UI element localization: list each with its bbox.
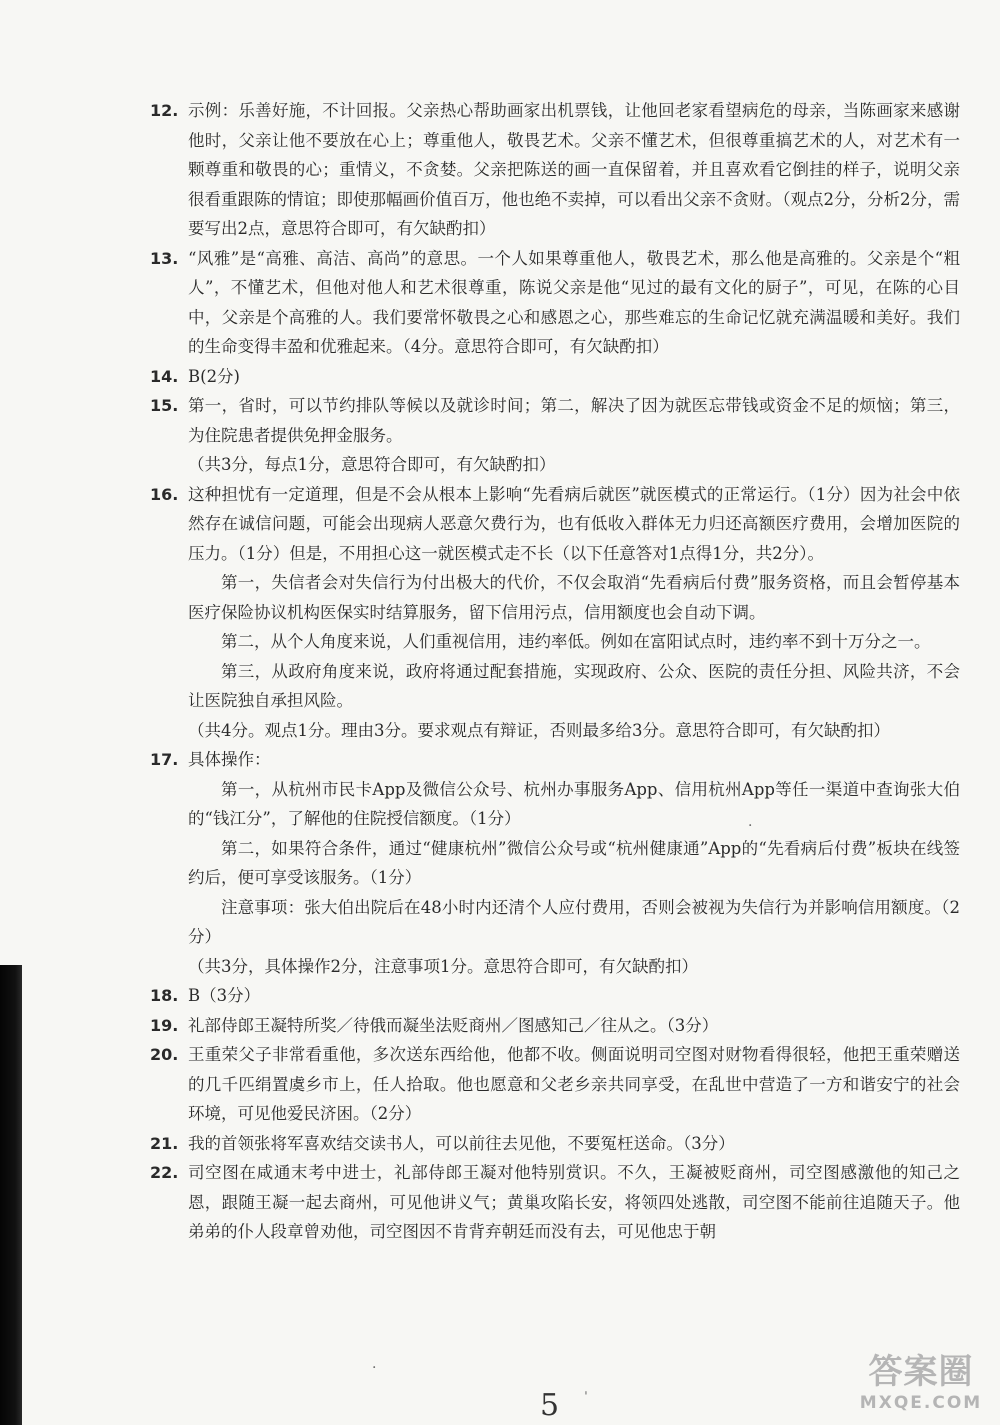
answer-paragraph: 第二，如果符合条件，通过“健康杭州”微信公众号或“杭州健康通”App的“先看病后付费”板块在线签约后，便可享受该服务。（1分） (188, 838, 960, 887)
answer-number: 18. (150, 986, 179, 1005)
answer-paragraph: “风雅”是“高雅、高洁、高尚”的意思。一个人如果尊重他人，敬畏艺术，那么他是高雅的。父亲是个“粗人”，不懂艺术，但他对他人和艺术很尊重，陈说父亲是他“见过的最有文化的厨子”，可见，在陈的心目中，父亲是个高雅的人。我们要常怀敬畏之心和感恩之心，那些难忘的生命记忆就充满温暖和美好。我们的生命变得丰盈和优雅起来。（4分。意思符合即可，有欠缺酌扣） (188, 248, 960, 356)
answer-number: 20. (150, 1045, 179, 1064)
answer-item (150, 391, 960, 480)
answer-paragraph: 这种担忧有一定道理，但是不会从根本上影响“先看病后就医”就医模式的正常运行。（1分）因为社会中依然存在诚信问题，可能会出现病人恶意欠费行为，也有低收入群体无力归还高额医疗费用，会增加医院的压力。（1分）但是，不用担心这一就医模式走不长（以下任意答对1点得1分，共2分）。 (188, 484, 960, 563)
answer-number: 14. (150, 366, 179, 386)
answer-paragraph: （共3分，每点1分，意思符合即可，有欠缺酌扣） (188, 455, 556, 474)
answer-number: 21. (150, 1133, 179, 1153)
answer-paragraph: B（3分） (188, 986, 261, 1005)
answer-item (150, 981, 960, 1011)
answer-number: 16. (150, 484, 179, 504)
answer-item (150, 1158, 960, 1247)
answer-number: 15. (150, 396, 179, 415)
answer-paragraph: 第一，从杭州市民卡App及微信公众号、杭州办事服务App、信用杭州App等任一渠道中查询张大伯的“钱江分”，了解他的住院授信额度。（1分） (188, 779, 960, 828)
scan-speck: · (748, 818, 753, 834)
answer-item (150, 1040, 960, 1129)
scan-edge-shadow (0, 965, 22, 1425)
scan-speck: · (372, 1360, 377, 1376)
answer-paragraph: （共3分，具体操作2分，注意事项1分。意思符合即可，有欠缺酌扣） (188, 956, 698, 976)
answer-paragraph: B(2分) (188, 366, 240, 386)
scan-speck: ˈ (584, 1390, 588, 1406)
answer-paragraph: 司空图在咸通末考中进士，礼部侍郎王凝对他特别赏识。不久，王凝被贬商州，司空图感激他的知己之恩，跟随王凝一起去商州，可见他讲义气；黄巢攻陷长安，将领四处逃散，司空图不能前往追随天子。他弟弟的仆人段章曾劝他，司空图因不肯背弃朝廷而没有去，可见他忠于朝 (188, 1163, 960, 1241)
answer-number: 19. (150, 1015, 179, 1035)
answer-paragraph: 王重荣父子非常看重他，多次送东西给他，他都不收。侧面说明司空图对财物看得很轻，他把王重荣赠送的几千匹绢置虞乡市上，任人拾取。他也愿意和父老乡亲共同享受，在乱世中营造了一方和谐安宁的社会环境，可见他爱民济困。（2分） (188, 1045, 960, 1123)
answer-item (150, 244, 960, 362)
answer-paragraph: 第二，从个人角度来说，人们重视信用，违约率低。例如在富阳试点时，违约率不到十万分之一。 (221, 632, 931, 651)
answer-paragraph: （共4分。观点1分。理由3分。要求观点有辩证，否则最多给3分。意思符合即可，有欠缺酌扣） (188, 720, 890, 740)
answer-paragraph: 示例：乐善好施，不计回报。父亲热心帮助画家出机票钱，让他回老家看望病危的母亲，当陈画家来感谢他时，父亲让他不要放在心上；尊重他人，敬畏艺术。父亲不懂艺术，但很尊重搞艺术的人，对艺术有一颗尊重和敬畏的心；重情义，不贪婪。父亲把陈送的画一直保留着，并且喜欢看它倒挂的样子，说明父亲很看重跟陈的情谊；即使那幅画价值百万，他也绝不卖掉，可以看出父亲不贪财。（观点2分，分析2分，需要写出2点，意思符合即可，有欠缺酌扣） (188, 101, 960, 238)
watermark-main-text: 答案圈 (868, 1352, 974, 1392)
answer-list (150, 96, 960, 1247)
answer-number: 12. (150, 101, 179, 120)
answer-number: 13. (150, 248, 179, 268)
answer-item (150, 480, 960, 746)
answer-paragraph: 礼部侍郎王凝特所奖／待俄而凝坐法贬商州／图感知己／往从之。（3分） (188, 1015, 719, 1035)
answer-paragraph: 第三，从政府角度来说，政府将通过配套措施，实现政府、公众、医院的责任分担、风险共济，不会让医院独自承担风险。 (188, 661, 960, 710)
answer-paragraph: 注意事项：张大伯出院后在48小时内还清个人应付费用，否则会被视为失信行为并影响信用额度。（2分） (188, 897, 960, 946)
answer-paragraph: 第一，省时，可以节约排队等候以及就诊时间；第二，解决了因为就医忘带钱或资金不足的烦恼；第三，为住院患者提供免押金服务。 (188, 396, 960, 445)
answer-number: 22. (150, 1163, 179, 1182)
answer-item (150, 96, 960, 244)
site-watermark-logo (856, 1352, 986, 1418)
answer-paragraph: 具体操作： (188, 750, 271, 769)
answer-item (150, 362, 960, 392)
answer-item (150, 1011, 960, 1041)
answer-item (150, 745, 960, 981)
answer-number: 17. (150, 750, 179, 769)
answer-paragraph: 第一，失信者会对失信行为付出极大的代价，不仅会取消“先看病后付费”服务资格，而且会暂停基本医疗保险协议机构医保实时结算服务，留下信用污点，信用额度也会自动下调。 (188, 573, 960, 622)
answer-item (150, 1129, 960, 1159)
watermark-domain-text: MXQE.COM (859, 1393, 983, 1413)
answer-paragraph: 我的首领张将军喜欢结交读书人，可以前往去见他，不要冤枉送命。（3分） (188, 1133, 735, 1153)
page-number: 5 (540, 1388, 560, 1423)
